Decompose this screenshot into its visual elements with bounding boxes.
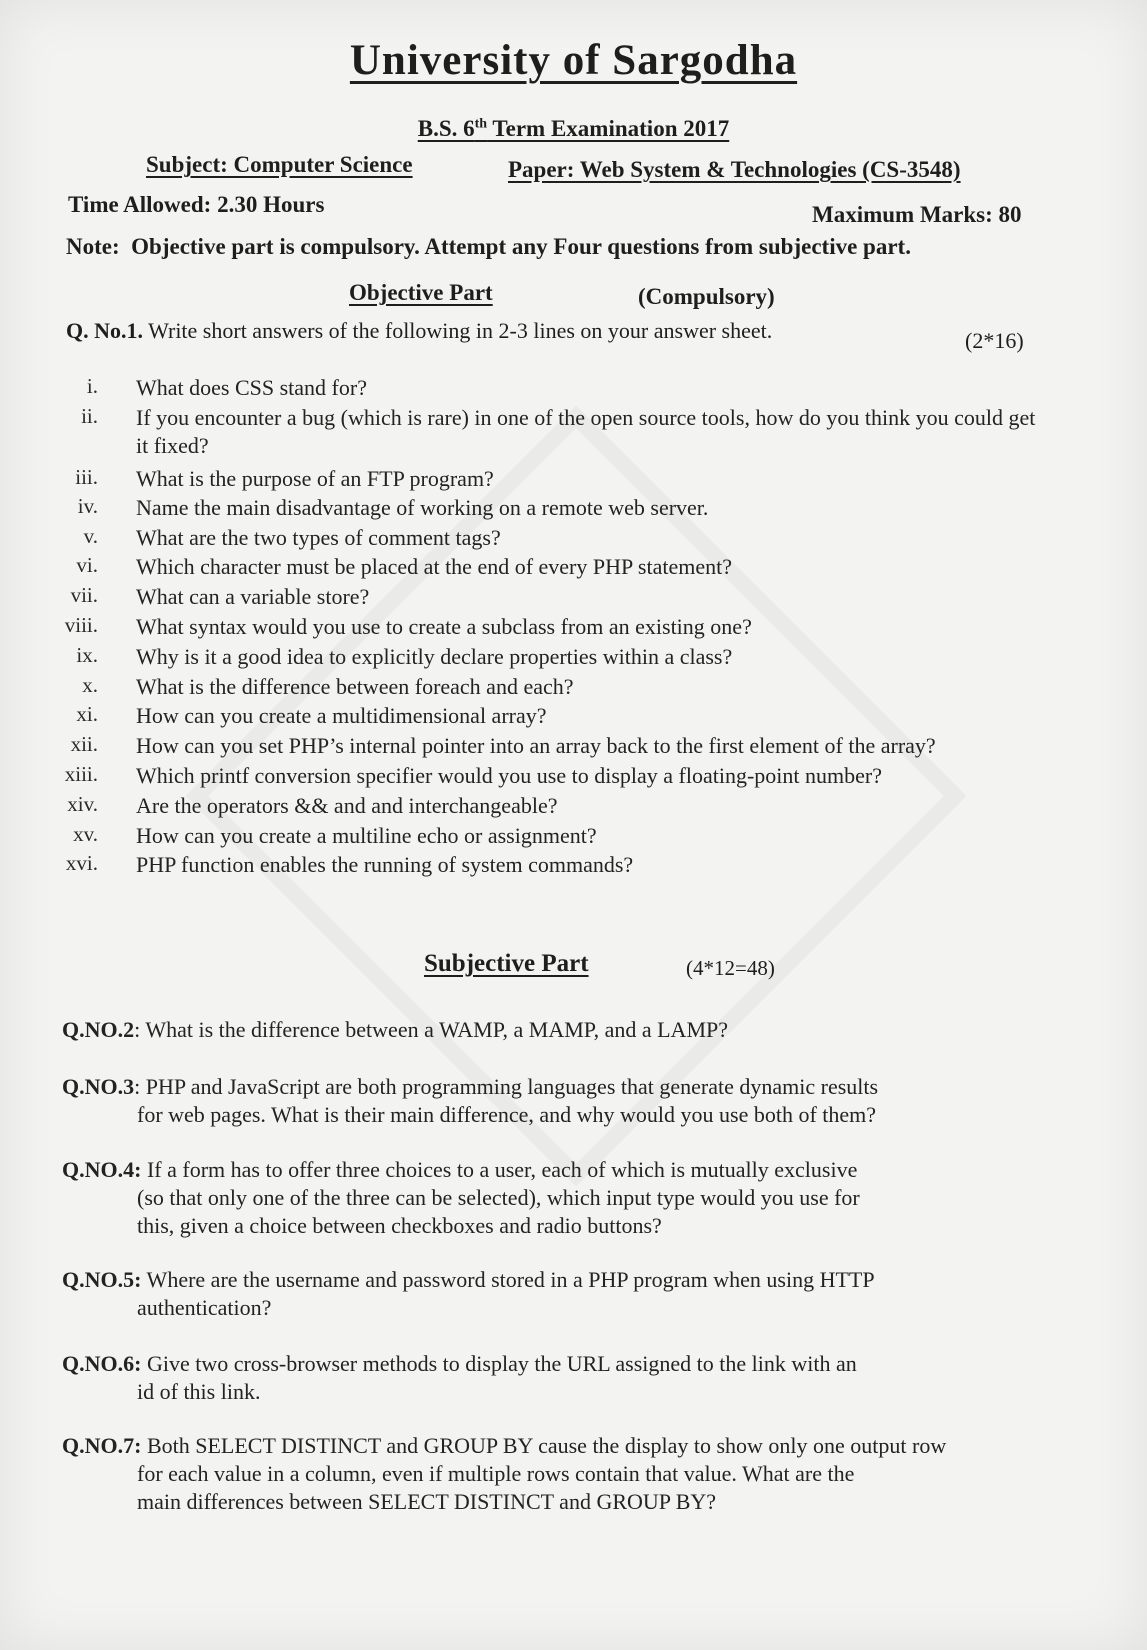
item-number: xiv. bbox=[67, 792, 98, 816]
subjective-question-text: Where are the username and password stored in a PHP program when using HTTP bbox=[141, 1267, 875, 1292]
subjective-question-text: Give two cross-browser methods to display the URL assigned to the link with an bbox=[141, 1351, 857, 1376]
item-number: ii. bbox=[81, 404, 98, 428]
item-text: What syntax would you use to create a subclass from an existing one? bbox=[136, 614, 752, 639]
item-text: What can a variable store? bbox=[136, 584, 370, 609]
item-text: Which printf conversion specifier would you use to display a floating-point number? bbox=[136, 763, 882, 788]
item-number: xiii. bbox=[64, 762, 98, 786]
subjective-question bbox=[62, 1073, 1102, 1129]
item-text: What are the two types of comment tags? bbox=[136, 525, 501, 550]
subjective-question-text: authentication? bbox=[137, 1295, 272, 1320]
subjective-question-label: Q.NO.5: bbox=[62, 1267, 142, 1292]
item-number: iv. bbox=[77, 494, 98, 518]
subjective-question-text: for each value in a column, even if multiple rows contain that value. What are the bbox=[137, 1461, 855, 1486]
item-text: What is the purpose of an FTP program? bbox=[136, 466, 494, 491]
paper-label: Paper: Web System & Technologies (CS-3548) bbox=[508, 157, 961, 182]
question-1-text: Write short answers of the following in 2-3 lines on your answer sheet. bbox=[143, 318, 773, 343]
note-label: Note: bbox=[66, 234, 120, 259]
objective-heading: Objective Part bbox=[349, 280, 493, 305]
note-text: Objective part is compulsory. Attempt any Four questions from subjective part. bbox=[131, 234, 911, 259]
question-1-marks: (2*16) bbox=[965, 328, 1024, 353]
item-text: What does CSS stand for? bbox=[136, 375, 367, 400]
item-number: i. bbox=[86, 374, 98, 398]
compulsory-tag: (Compulsory) bbox=[638, 284, 775, 309]
note bbox=[66, 234, 911, 260]
item-text: If you encounter a bug (which is rare) in one of the open source tools, how do you think you could get it fixed? bbox=[136, 405, 1036, 458]
item-number: viii. bbox=[64, 613, 98, 637]
item-number: xi. bbox=[76, 702, 98, 726]
item-text: How can you create a multiline echo or assignment? bbox=[136, 823, 597, 848]
item-text: Name the main disadvantage of working on a remote web server. bbox=[136, 495, 709, 520]
item-number: vii. bbox=[70, 583, 98, 607]
subjective-heading: Subjective Part bbox=[424, 950, 589, 977]
item-number: vi. bbox=[76, 553, 98, 577]
university-title: University of Sargodha bbox=[349, 37, 798, 84]
time-allowed: Time Allowed: 2.30 Hours bbox=[68, 192, 325, 217]
subjective-question bbox=[62, 1266, 1102, 1322]
item-number: xii. bbox=[70, 732, 98, 756]
item-text: PHP function enables the running of system commands? bbox=[136, 852, 634, 877]
subjective-question bbox=[62, 1156, 1102, 1240]
subjective-question-text: this, given a choice between checkboxes and radio buttons? bbox=[137, 1213, 662, 1238]
subject-label: Subject: Computer Science bbox=[146, 152, 413, 177]
item-text: Which character must be placed at the end of every PHP statement? bbox=[136, 554, 732, 579]
subjective-question-text: If a form has to offer three choices to a user, each of which is mutually exclusive bbox=[141, 1157, 858, 1182]
question-1-label: Q. No.1. bbox=[66, 318, 143, 343]
subjective-question-text: Both SELECT DISTINCT and GROUP BY cause the display to show only one output row bbox=[141, 1433, 947, 1458]
subjective-question-text: : PHP and JavaScript are both programming languages that generate dynamic results bbox=[134, 1074, 879, 1099]
item-text: How can you set PHP’s internal pointer into an array back to the first element of the array? bbox=[136, 733, 936, 758]
item-text: What is the difference between foreach and each? bbox=[136, 674, 574, 699]
subjective-question bbox=[62, 1432, 1102, 1516]
subjective-question-label: Q.NO.3 bbox=[62, 1074, 135, 1099]
subjective-question bbox=[62, 1350, 1102, 1406]
item-text: Are the operators && and and interchangeable? bbox=[136, 793, 558, 818]
item-number: ix. bbox=[76, 643, 98, 667]
item-number: x. bbox=[82, 673, 98, 697]
subjective-question-text: id of this link. bbox=[137, 1379, 261, 1404]
item-text: How can you create a multidimensional array? bbox=[136, 703, 547, 728]
subjective-question-text: for web pages. What is their main difference, and why would you use both of them? bbox=[137, 1102, 877, 1127]
item-text: Why is it a good idea to explicitly declare properties within a class? bbox=[136, 644, 733, 669]
subjective-question-label: Q.NO.6: bbox=[62, 1351, 142, 1376]
subjective-question-text: (so that only one of the three can be selected), which input type would you use for bbox=[137, 1185, 860, 1210]
maximum-marks: Maximum Marks: 80 bbox=[812, 202, 1022, 227]
item-number: iii. bbox=[75, 465, 98, 489]
subjective-marks: (4*12=48) bbox=[686, 956, 775, 980]
subjective-question bbox=[62, 1016, 1102, 1044]
item-number: xv. bbox=[73, 822, 98, 846]
subjective-question-label: Q.NO.2 bbox=[62, 1017, 135, 1042]
subjective-question-text: : What is the difference between a WAMP, a MAMP, and a LAMP? bbox=[134, 1017, 729, 1042]
item-number: xvi. bbox=[65, 851, 98, 875]
exam-title: B.S. 6th Term Examination 2017 bbox=[417, 116, 730, 141]
subjective-question-label: Q.NO.7: bbox=[62, 1433, 142, 1458]
subjective-question-text: main differences between SELECT DISTINCT and GROUP BY? bbox=[137, 1489, 717, 1514]
item-number: v. bbox=[83, 524, 98, 548]
subjective-question-label: Q.NO.4: bbox=[62, 1157, 142, 1182]
question-1 bbox=[66, 318, 772, 344]
